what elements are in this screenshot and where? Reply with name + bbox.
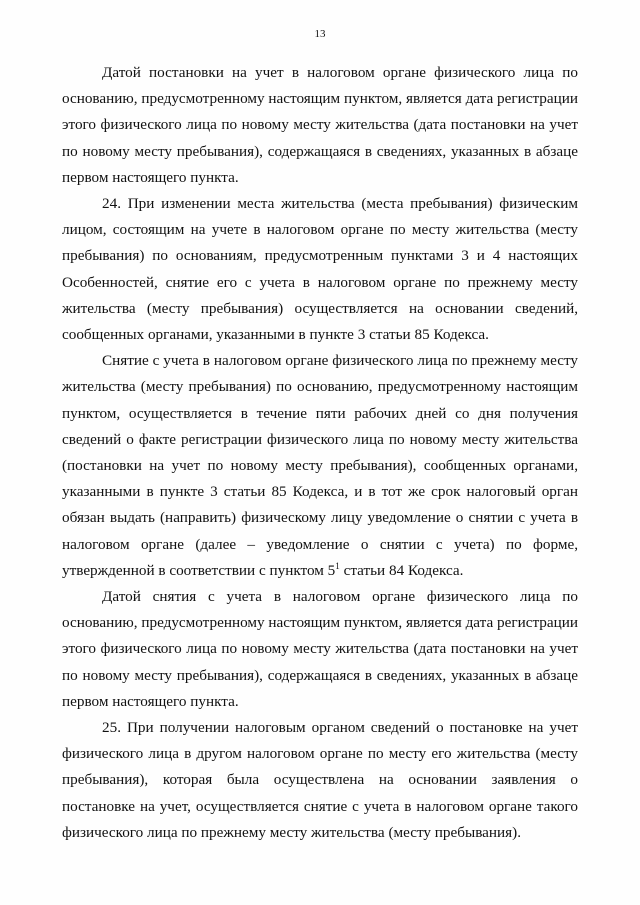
paragraph-deregistration (62, 348, 578, 584)
paragraph-deregistration-ending: статьи 84 Кодекса. (339, 561, 464, 579)
page-number: 13 (314, 28, 326, 40)
paragraph-25: 25. При получении налоговым органом сведений о постановке на учет физического лица в другом налоговом органе по месту его жительства (месту пребывания), которая была осуществлена на основании заявления о постановке на учет, осуществляется снятие с учета в налоговом органе такого физического лица по прежнему месту жительства (месту пребывания). (62, 719, 578, 841)
paragraph-24: 24. При изменении места жительства (места пребывания) физическим лицом, состоящим на учете в налоговом органе по месту жительства (месту пребывания) по основаниям, предусмотренным пунктами 3 и 4 настоящих Особенностей, снятие его с учета в налоговом органе по прежнему месту жительства (месту пребывания) осуществляется на основании сведений, сообщенных органами, указанными в пункте 3 статьи 85 Кодекса. (62, 195, 578, 344)
article-superscript: 1 (335, 560, 340, 571)
document-body (62, 60, 578, 846)
paragraph-deregistration-date: Датой снятия с учета в налоговом органе физического лица по основанию, предусмотренному настоящим пунктом, является дата регистрации этого физического лица по новому месту жительства (дата постановки на учет по новому месту пребывания), содержащаяся в сведениях, указанных в абзаце первом настоящего пункта. (62, 588, 578, 710)
paragraph-deregistration-text: Снятие с учета в налоговом органе физического лица по прежнему месту жительства (месту пребывания) по основанию, предусмотренному настоящим пунктом, осуществляется в течение пяти рабочих дней со дня получения сведений о факте регистрации физического лица по новому месту жительства (постановки на учет по новому месту пребывания), сообщенных органами, указанными в пункте 3 статьи 85 Кодекса, и в тот же срок налоговый орган обязан выдать (направить) физическому лицу уведомление о снятии с учета в налоговом органе (далее – уведомление о снятии с учета) по форме, утвержденной в соответствии с пунктом 5 (62, 352, 578, 579)
paragraph-registration-date: Датой постановки на учет в налоговом органе физического лица по основанию, предусмотренному настоящим пунктом, является дата регистрации этого физического лица по новому месту жительства (дата постановки на учет по новому месту пребывания), содержащаяся в сведениях, указанных в абзаце первом настоящего пункта. (62, 64, 578, 186)
